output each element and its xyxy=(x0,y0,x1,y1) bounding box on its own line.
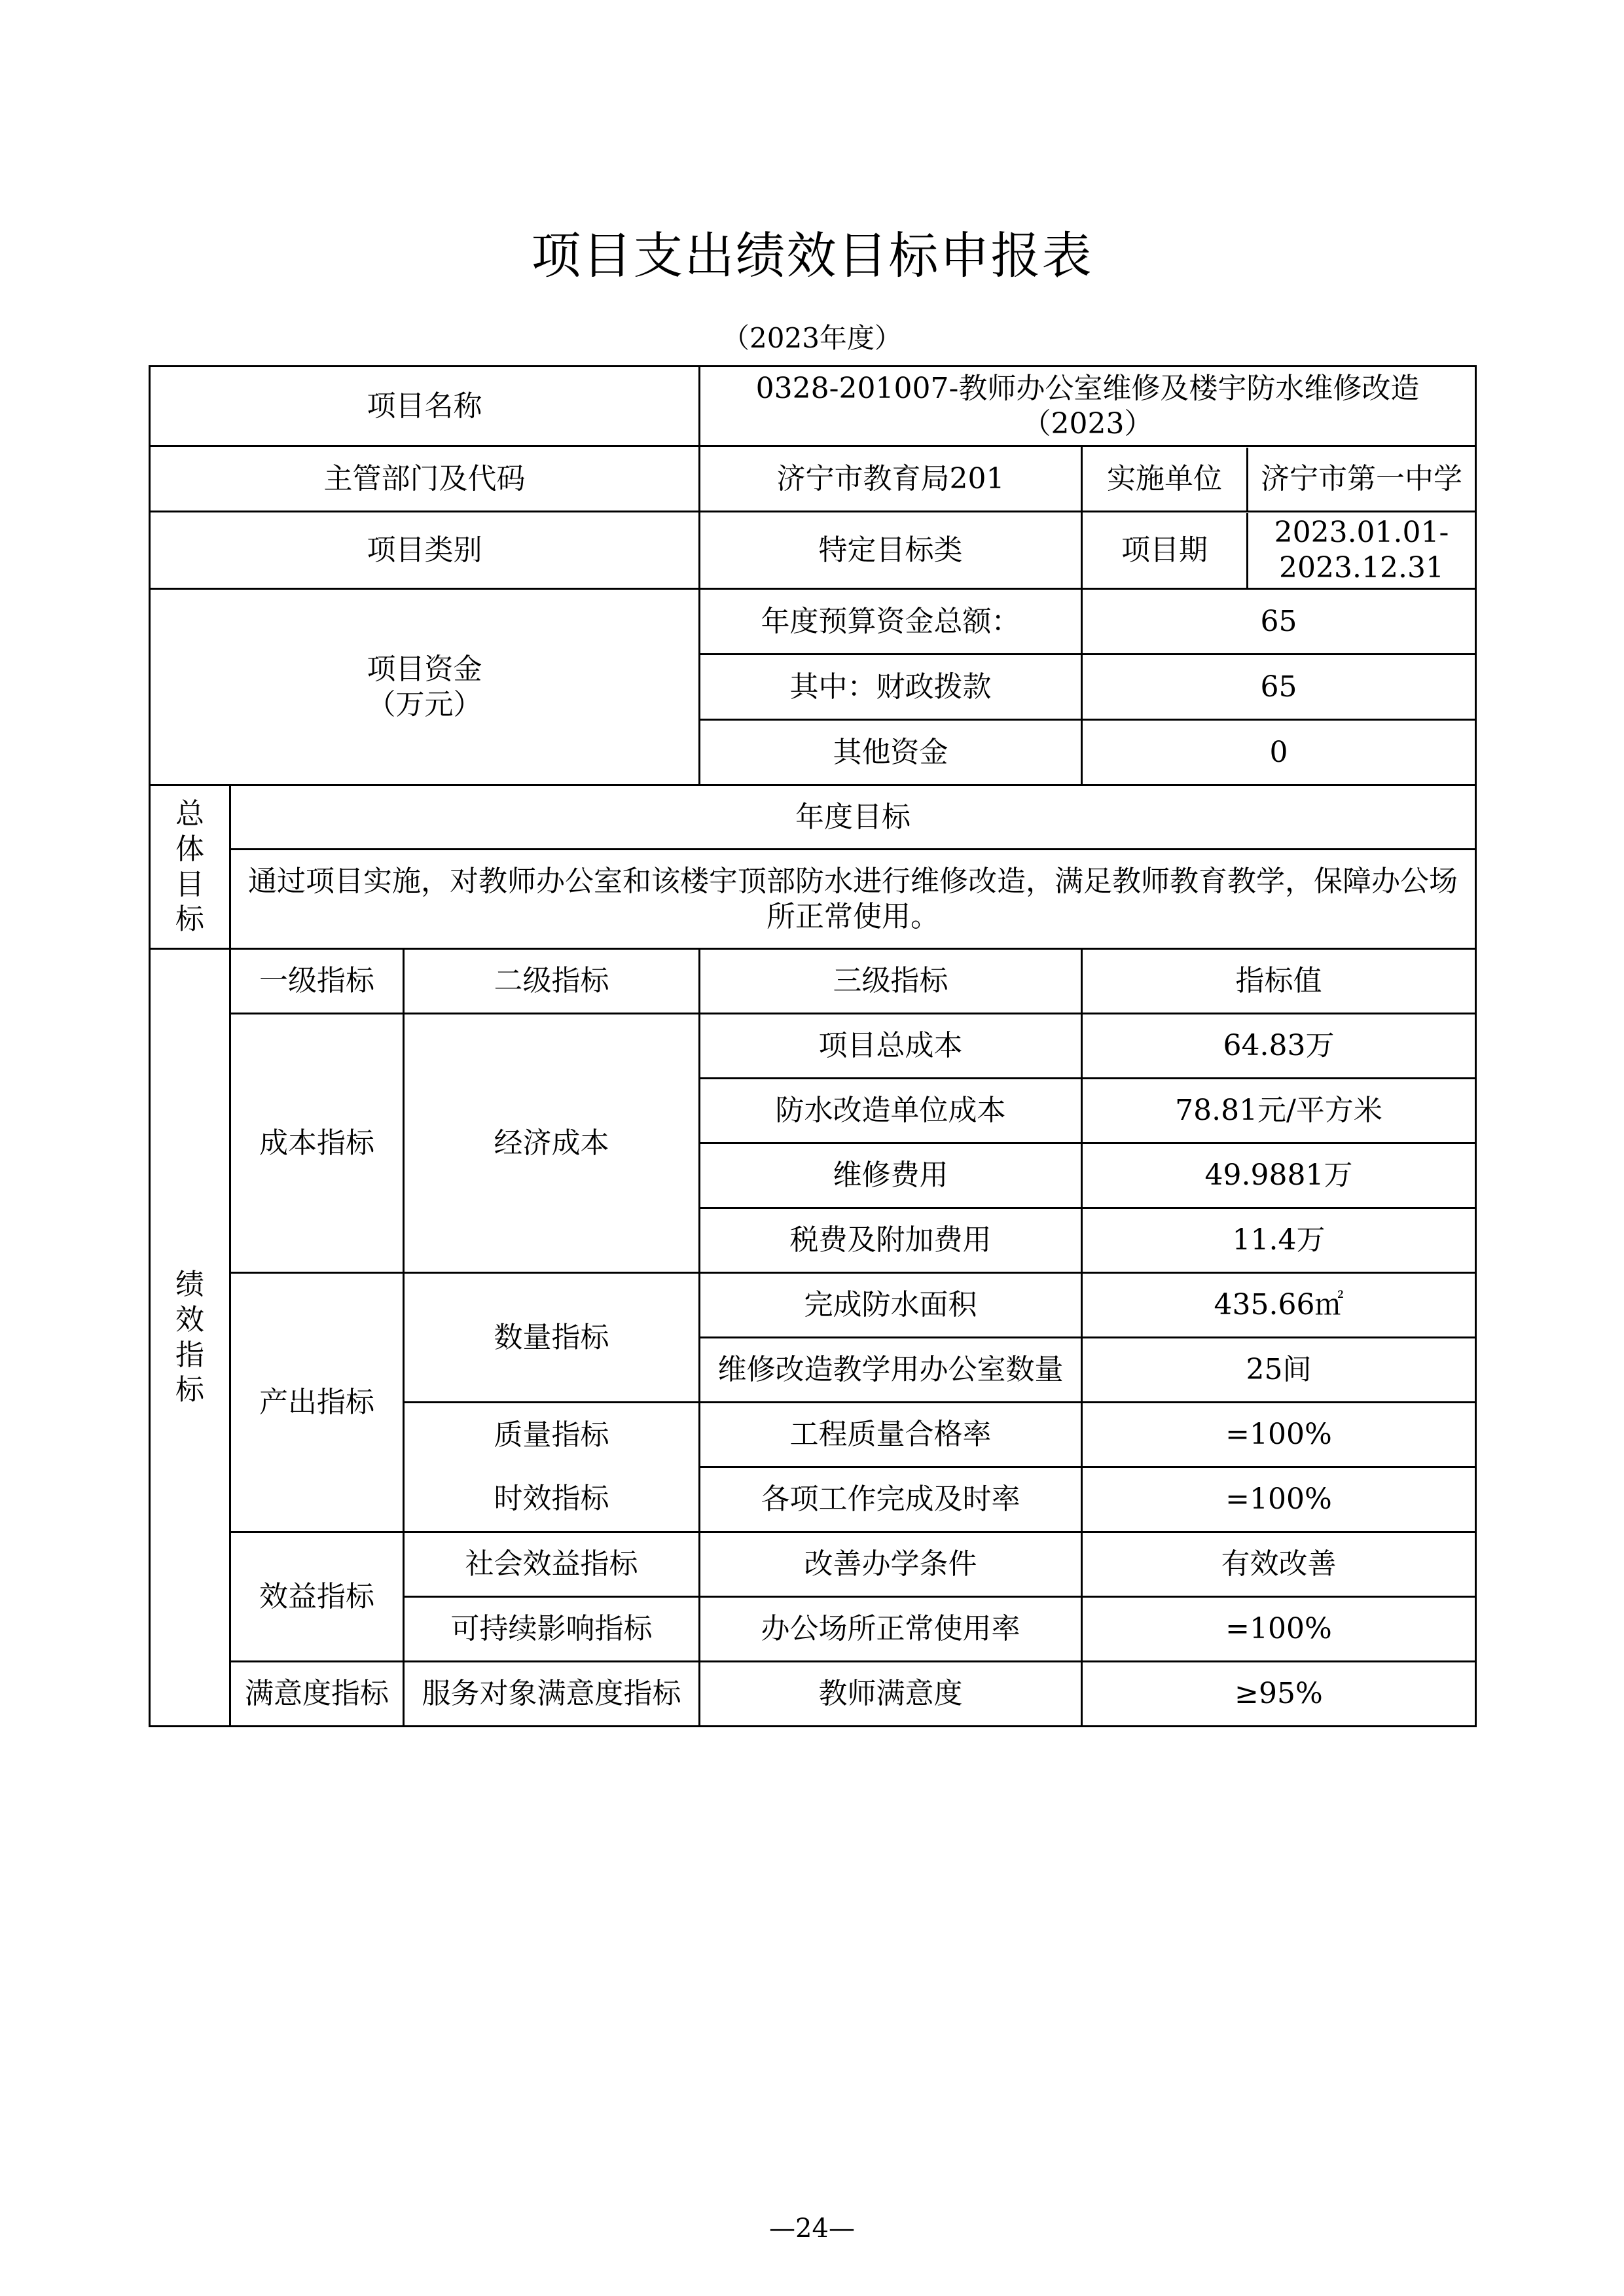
table-row xyxy=(150,1662,1476,1727)
col-level1-header: 一级指标 xyxy=(230,949,404,1014)
quality-indicator: 质量指标 xyxy=(404,1403,700,1467)
indicator-value: 435.66㎡ xyxy=(1082,1273,1476,1338)
annual-goal-text: 通过项目实施，对教师办公室和该楼宇顶部防水进行维修改造，满足教师教育教学，保障办公场所正常使用。 xyxy=(230,850,1476,949)
impl-unit-cell xyxy=(1082,446,1476,512)
impl-unit-label: 实施单位 xyxy=(1083,448,1248,511)
annual-goal-label: 年度目标 xyxy=(230,785,1476,850)
indicator-value: =100% xyxy=(1082,1597,1476,1662)
table-row xyxy=(150,1014,1476,1079)
row-annual-budget xyxy=(150,589,1476,655)
sustainable-impact-indicator: 可持续影响指标 xyxy=(404,1597,700,1662)
indicator-value: ≥95% xyxy=(1082,1662,1476,1727)
indicator-value: =100% xyxy=(1082,1467,1476,1532)
goal-side-label xyxy=(150,785,230,949)
indicator-value: =100% xyxy=(1082,1403,1476,1467)
indicators-side-label xyxy=(150,949,230,1727)
period-label: 项目期 xyxy=(1083,513,1248,588)
funds-label xyxy=(150,589,700,785)
period-value: 2023.01.01-2023.12.31 xyxy=(1274,515,1449,584)
row-annual-goal-header xyxy=(150,785,1476,850)
row-project-name xyxy=(150,367,1476,446)
row-category xyxy=(150,512,1476,589)
row-department xyxy=(150,446,1476,512)
indicator-name: 项目总成本 xyxy=(700,1014,1082,1079)
indicator-name: 各项工作完成及时率 xyxy=(700,1467,1082,1532)
annual-budget-label: 年度预算资金总额： xyxy=(700,589,1082,655)
indicator-name: 维修费用 xyxy=(700,1143,1082,1208)
project-name-value: 0328-201007-教师办公室维修及楼宇防水维修改造（2023） xyxy=(700,367,1476,446)
table-row xyxy=(150,1273,1476,1338)
indicator-name: 改善办学条件 xyxy=(700,1532,1082,1597)
satisfaction-indicator: 满意度指标 xyxy=(230,1662,404,1727)
indicator-value: 64.83万 xyxy=(1082,1014,1476,1079)
indicator-name: 防水改造单位成本 xyxy=(700,1079,1082,1143)
row-indicator-header xyxy=(150,949,1476,1014)
indicator-name: 教师满意度 xyxy=(700,1662,1082,1727)
output-indicator: 产出指标 xyxy=(230,1273,404,1532)
other-funds-value: 0 xyxy=(1082,720,1476,785)
other-funds-label: 其他资金 xyxy=(700,720,1082,785)
economic-cost: 经济成本 xyxy=(404,1014,700,1273)
indicator-name: 维修改造教学用办公室数量 xyxy=(700,1338,1082,1403)
indicator-value: 49.9881万 xyxy=(1082,1143,1476,1208)
indicator-name: 办公场所正常使用率 xyxy=(700,1597,1082,1662)
quantity-indicator: 数量指标 xyxy=(404,1273,700,1403)
page-number: —24— xyxy=(769,2214,855,2244)
annual-budget-value: 65 xyxy=(1082,589,1476,655)
period-cell xyxy=(1082,512,1476,589)
category-label: 项目类别 xyxy=(150,512,700,589)
fiscal-value: 65 xyxy=(1082,655,1476,720)
performance-target-table xyxy=(149,365,1477,1727)
row-annual-goal-text xyxy=(150,850,1476,949)
indicator-name: 完成防水面积 xyxy=(700,1273,1082,1338)
page-title: 项目支出绩效目标申报表 xyxy=(531,226,1093,285)
fiscal-label: 其中：财政拨款 xyxy=(700,655,1082,720)
indicator-name: 税费及附加费用 xyxy=(700,1208,1082,1273)
department-label: 主管部门及代码 xyxy=(150,446,700,512)
report-year: （2023年度） xyxy=(722,322,902,354)
benefit-indicator: 效益指标 xyxy=(230,1532,404,1662)
funds-label-text: 项目资金（万元） xyxy=(367,652,482,721)
table-row xyxy=(150,1532,1476,1597)
indicator-value: 11.4万 xyxy=(1082,1208,1476,1273)
service-satisfaction-indicator: 服务对象满意度指标 xyxy=(404,1662,700,1727)
social-benefit-indicator: 社会效益指标 xyxy=(404,1532,700,1597)
category-value: 特定目标类 xyxy=(700,512,1082,589)
indicator-value: 78.81元/平方米 xyxy=(1082,1079,1476,1143)
timeliness-indicator: 时效指标 xyxy=(404,1467,700,1532)
indicator-name: 工程质量合格率 xyxy=(700,1403,1082,1467)
department-value: 济宁市教育局201 xyxy=(700,446,1082,512)
goal-side-text: 总体目标 xyxy=(175,797,204,937)
cost-indicator: 成本指标 xyxy=(230,1014,404,1273)
indicator-value: 有效改善 xyxy=(1082,1532,1476,1597)
col-level2-header: 二级指标 xyxy=(404,949,700,1014)
indicators-side-text: 绩效指标 xyxy=(175,1268,204,1407)
col-level3-header: 三级指标 xyxy=(700,949,1082,1014)
indicator-value: 25间 xyxy=(1082,1338,1476,1403)
col-value-header: 指标值 xyxy=(1082,949,1476,1014)
project-name-label: 项目名称 xyxy=(150,367,700,446)
impl-unit-value: 济宁市第一中学 xyxy=(1261,461,1462,495)
